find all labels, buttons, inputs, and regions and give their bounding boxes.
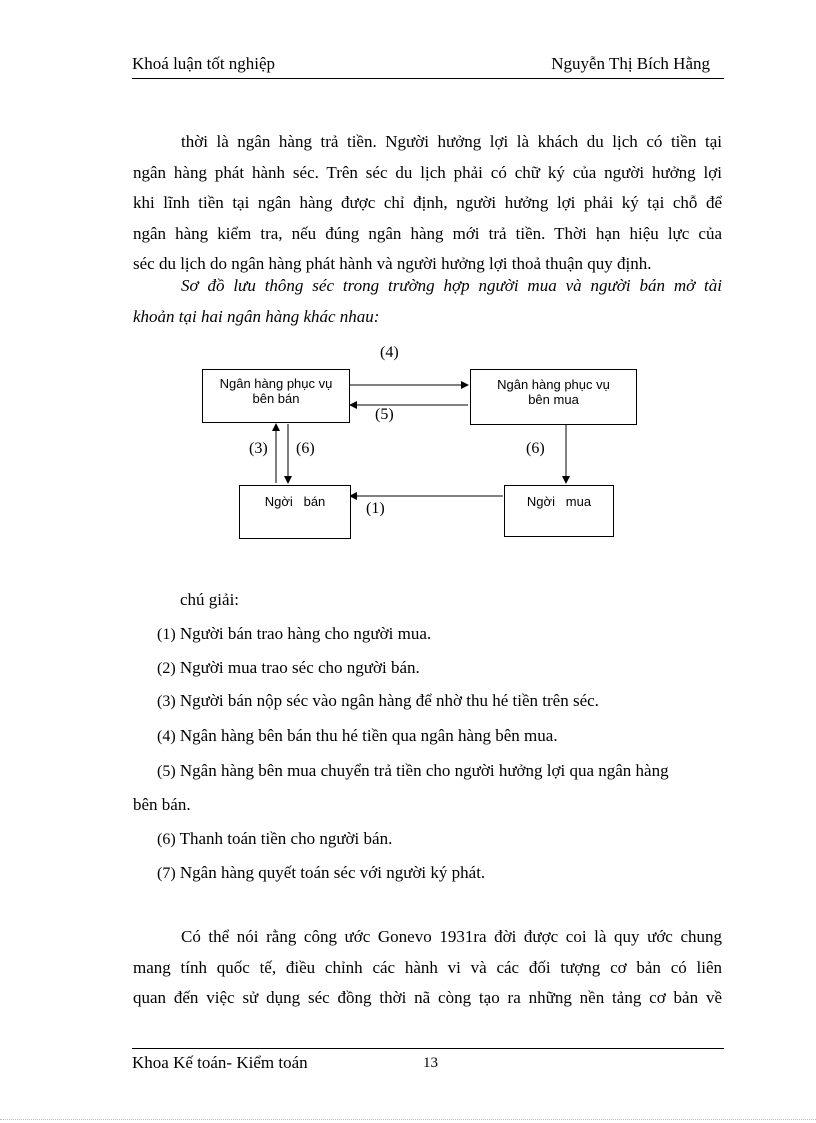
- legend-item-continued: [133, 794, 191, 816]
- legend-text: Người bán nộp séc vào ngân hàng để nhờ thu hé tiền trên séc.: [179, 691, 599, 710]
- paragraph-line: thời là ngân hàng trả tiền. Người hưởng lợi là khách du lịch có tiền tại: [181, 132, 722, 151]
- header-left: Khoá luận tốt nghiệp: [132, 54, 276, 73]
- legend-number: (5): [157, 763, 176, 780]
- label-1: (1): [366, 500, 385, 517]
- footer-left: Khoa Kế toán- Kiểm toán: [132, 1053, 308, 1072]
- legend-item: [157, 657, 420, 680]
- legend-text: Người bán trao hàng cho người mua.: [179, 624, 432, 643]
- legend-text: Ngân hàng bên mua chuyển trả tiền cho người hưởng lợi qua ngân hàng: [179, 761, 669, 780]
- legend-text: Thanh toán tiền cho người bán.: [179, 829, 393, 848]
- bank-buyer-line: Ngân hàng phục vụ: [497, 377, 610, 392]
- bank-buyer-box: [470, 369, 637, 425]
- legend-item: [157, 862, 485, 885]
- legend-number: (1): [157, 626, 176, 643]
- legend-text: Người mua trao séc cho người bán.: [179, 658, 420, 677]
- label-5: (5): [375, 406, 394, 423]
- paragraph-line: mang tính quốc tế, điều chỉnh các hành vi và các đối tượng cơ bản có liên: [133, 957, 722, 977]
- legend-text: Ngân hàng bên bán thu hé tiền qua ngân hàng bên mua.: [179, 726, 558, 745]
- legend-item: [157, 828, 392, 851]
- legend-item: [157, 623, 431, 646]
- legend-item: [157, 725, 558, 748]
- legend-number: (2): [157, 660, 176, 677]
- buyer-label: Ngời mua: [526, 494, 592, 509]
- paragraph-line: ngân hàng phát hành séc. Trên séc du lịch phải có chữ ký của người hưởng lợi: [133, 162, 722, 182]
- bank-buyer-line: bên mua: [528, 392, 579, 407]
- label-3: (3): [249, 440, 268, 457]
- label-6-left: (6): [296, 440, 315, 457]
- caption-line: Sơ đồ lưu thông séc trong trường hợp người mua và người bán mở tài: [181, 276, 722, 295]
- legend-item: [157, 690, 599, 713]
- label-6-right: (6): [526, 440, 545, 457]
- paragraph-line: Có thể nói rằng công ước Gonevo 1931ra đời được coi là quy ước chung: [181, 927, 722, 946]
- bank-seller-line: Ngân hàng phục vụ: [219, 376, 333, 391]
- page-bottom-edge: [0, 1119, 816, 1120]
- buyer-box: [504, 485, 614, 537]
- label-4: (4): [380, 344, 399, 361]
- legend-text: bên bán.: [133, 795, 191, 814]
- legend-number: (6): [157, 831, 176, 848]
- legend-number: (7): [157, 865, 176, 882]
- header-right: Nguyễn Thị Bích Hằng: [551, 54, 710, 73]
- paragraph-line: khi lĩnh tiền tại ngân hàng được chỉ định, người hưởng lợi phải ký tại chỗ để: [133, 193, 722, 212]
- paragraph-line: ngân hàng kiểm tra, nếu đúng ngân hàng mới trả tiền. Thời hạn hiệu lực của: [133, 223, 722, 243]
- caption-line: khoản tại hai ngân hàng khác nhau:: [133, 306, 380, 326]
- paragraph-line: séc du lịch do ngân hàng phát hành và người hưởng lợi thoả thuận quy định.: [133, 254, 652, 273]
- bank-seller-line: bên bán: [252, 391, 300, 406]
- seller-label: Ngời bán: [264, 494, 326, 509]
- bank-seller-box: [202, 369, 350, 423]
- legend-title: chú giải:: [180, 590, 240, 609]
- legend-item: [157, 760, 722, 783]
- footer-rule: [132, 1048, 724, 1049]
- paragraph-line: quan đến việc sử dụng séc đồng thời nã còng tạo ra những nền tảng cơ bản về: [133, 988, 722, 1007]
- legend-number: (3): [157, 693, 176, 710]
- seller-box: [239, 485, 351, 539]
- legend-text: Ngân hàng quyết toán séc với người ký phát.: [179, 863, 486, 882]
- legend-number: (4): [157, 728, 176, 745]
- page-number: 13: [423, 1055, 438, 1071]
- paragraph-2: [133, 922, 722, 1014]
